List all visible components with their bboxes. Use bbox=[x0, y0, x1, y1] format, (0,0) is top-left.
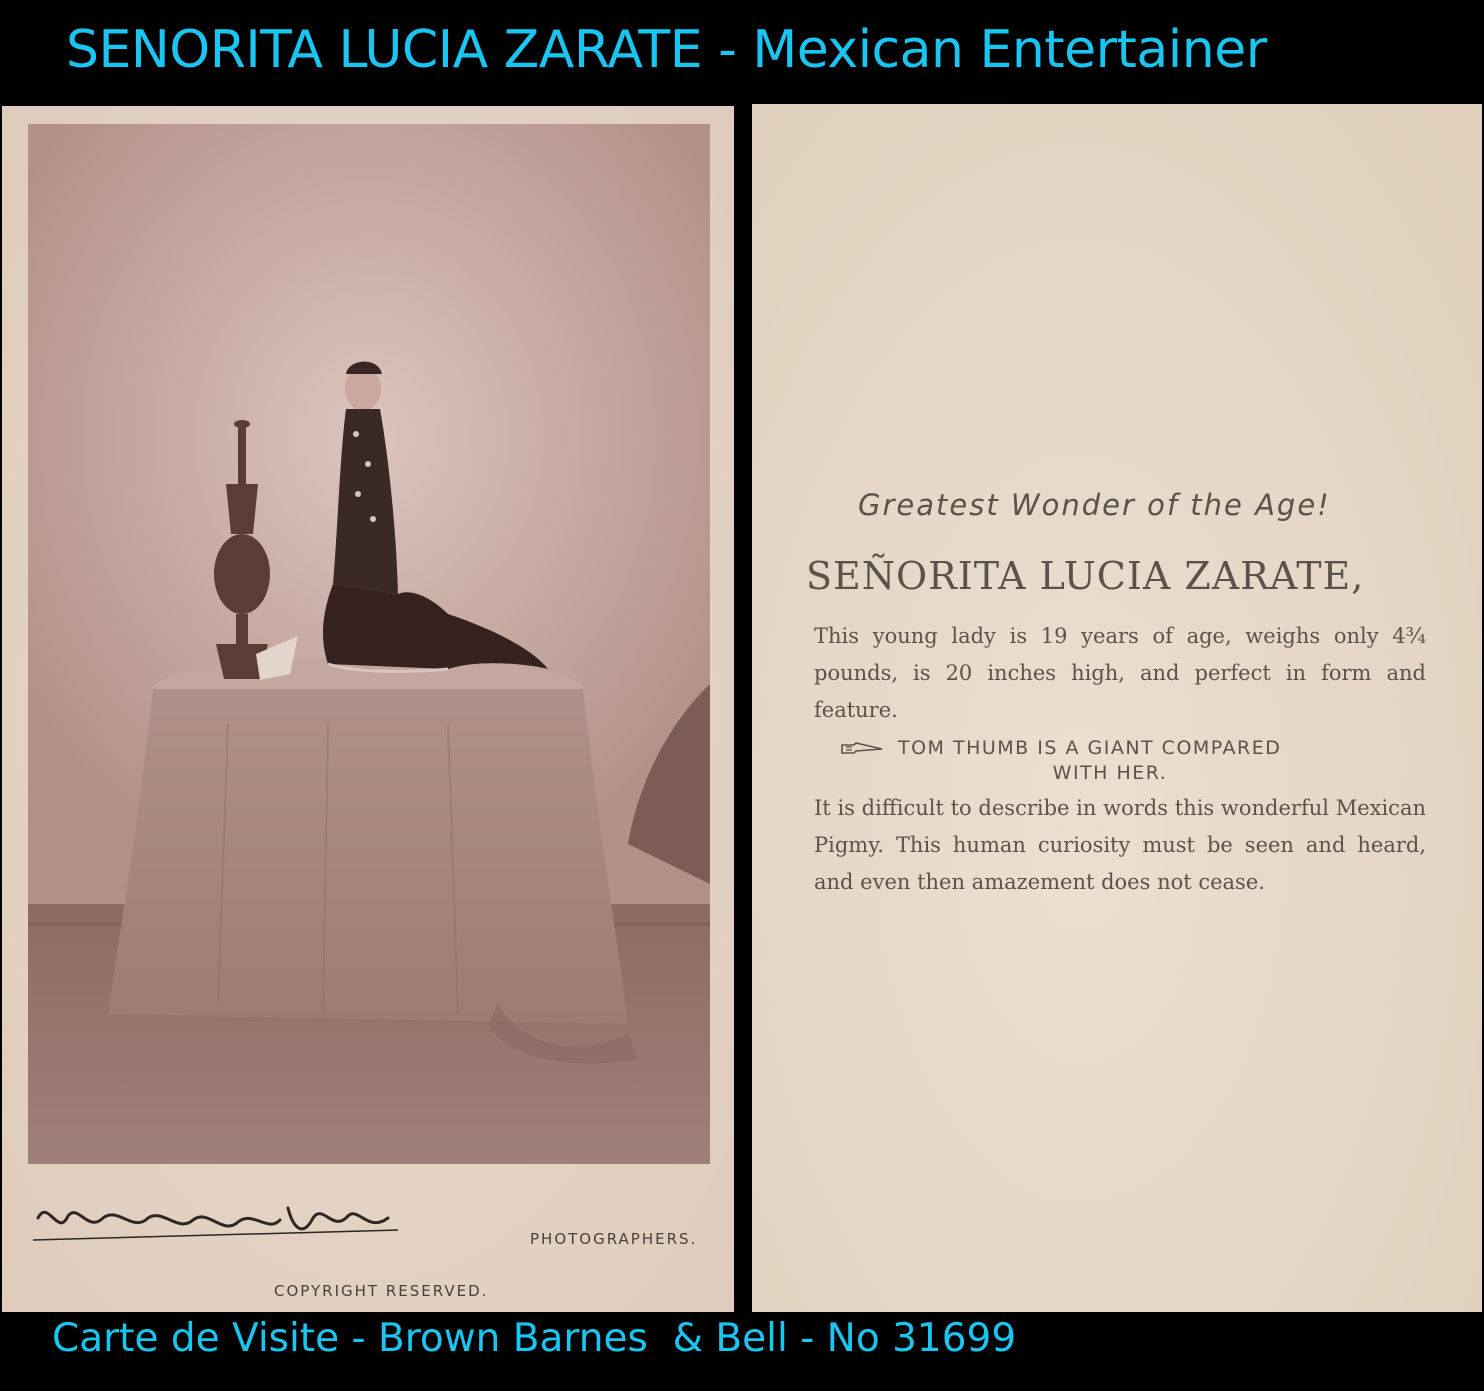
portrait-scene bbox=[28, 124, 710, 1164]
giant-line-1: TOM THUMB IS A GIANT COMPARED bbox=[898, 737, 1282, 759]
tom-thumb-notice bbox=[840, 736, 1420, 786]
copyright-label: COPYRIGHT RESERVED. bbox=[274, 1282, 489, 1300]
tablecloth bbox=[108, 689, 628, 1024]
back-paragraph-1: This young lady is 19 years of age, weighs only 4¾ pounds, is 20 inches high, and perfect in form and feature. bbox=[814, 624, 1426, 722]
page-title: SENORITA LUCIA ZARATE - Mexican Entertainer bbox=[66, 20, 1267, 80]
footer-caption: Carte de Visite - Brown Barnes & Bell - No 31699 bbox=[52, 1316, 1017, 1361]
photographers-label: PHOTOGRAPHERS. bbox=[530, 1230, 698, 1248]
giant-line-2: WITH HER. bbox=[1052, 762, 1168, 784]
studio-signature-logo bbox=[18, 1178, 418, 1258]
card-front bbox=[2, 106, 734, 1312]
back-name: SEÑORITA LUCIA ZARATE, bbox=[806, 554, 1365, 598]
back-headline: Greatest Wonder of the Age! bbox=[858, 488, 1331, 522]
card-back bbox=[752, 104, 1482, 1312]
back-paragraph-2: It is difficult to describe in words this wonderful Mexican Pigmy. This human curiosity must be seen and heard, and even then amazement does not cease. bbox=[814, 796, 1426, 894]
pointing-hand-icon bbox=[840, 741, 884, 757]
portrait-photo bbox=[28, 124, 710, 1164]
